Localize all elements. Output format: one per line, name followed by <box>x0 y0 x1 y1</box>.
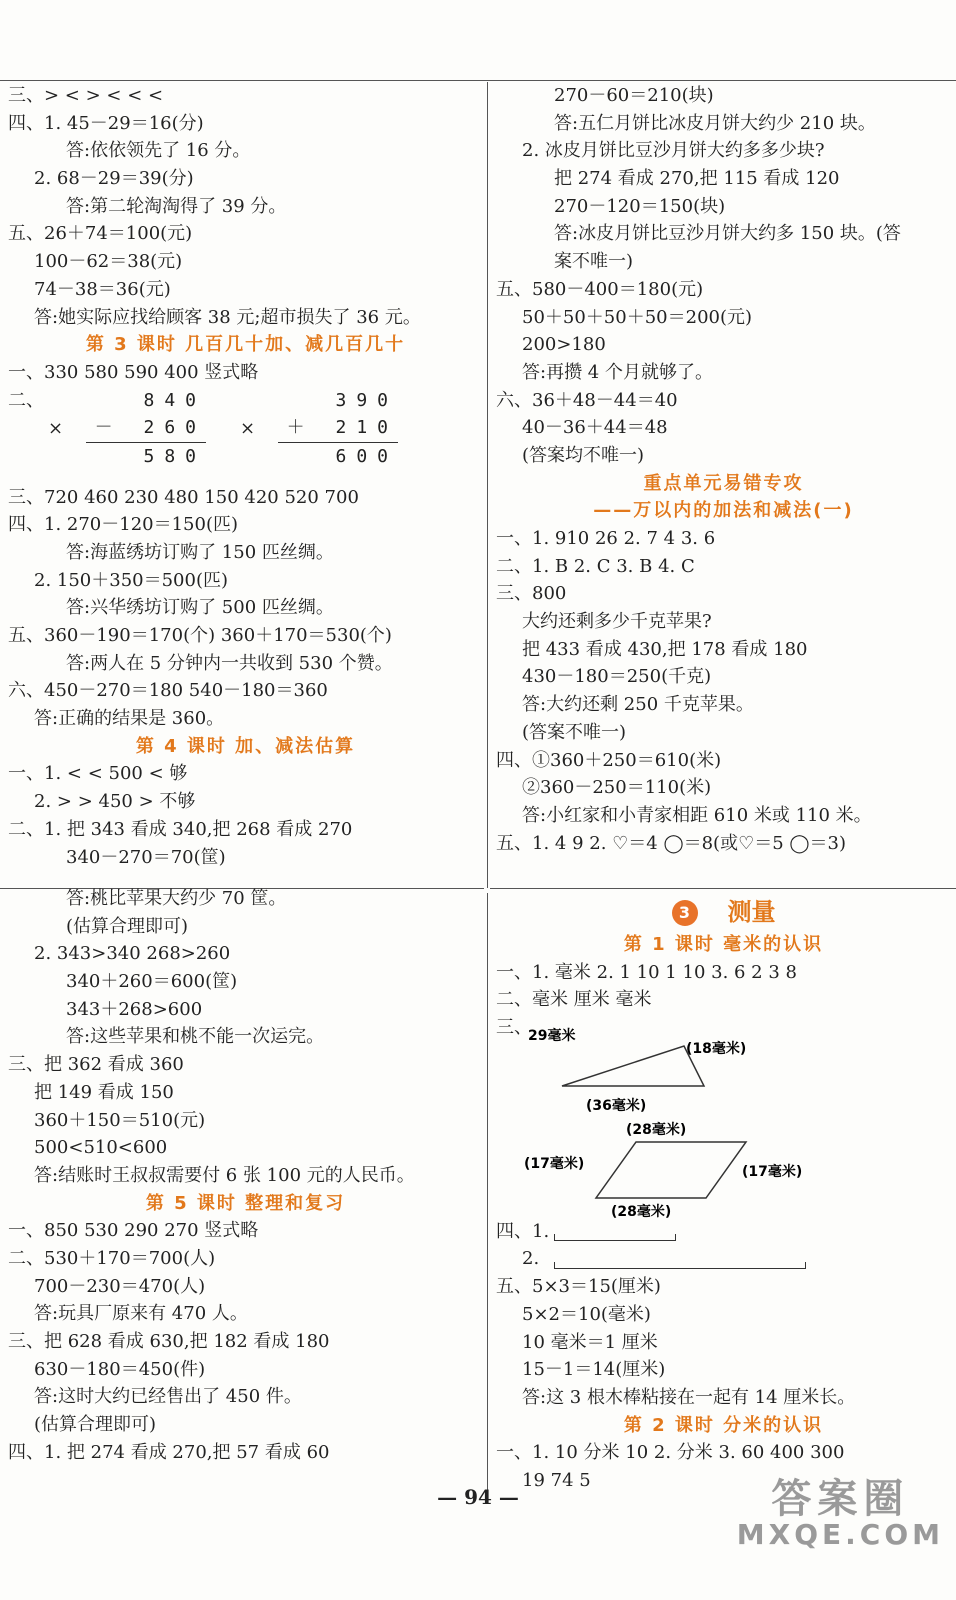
right-bottom-block-a <box>496 931 951 1042</box>
triangle-label-right-text: 18毫米 <box>692 1040 740 1057</box>
shapes-svg <box>496 1027 951 1220</box>
answer-line: ②360－250＝110(米) <box>522 777 712 799</box>
answer-line: 二、毫米 厘米 毫米 <box>496 989 652 1011</box>
answer-line: 19 74 5 <box>522 1469 591 1491</box>
answer-line: 一、1. 毫米 2. 1 10 1 10 3. 6 2 3 8 <box>496 961 797 983</box>
answer-line: 500<510<600 <box>34 1137 168 1159</box>
answer-line: 答:海蓝绣坊订购了 150 匹丝绸。 <box>66 541 334 563</box>
answer-line: 一、850 530 290 270 竖式略 <box>8 1220 259 1242</box>
answer-line: 答:结账时王叔叔需要付 6 张 100 元的人民币。 <box>34 1164 415 1186</box>
triangle-label-left: 29毫米 <box>528 1027 576 1044</box>
answer-line: 343＋268>600 <box>66 998 203 1020</box>
answer-line: 答:这 3 根木棒粘接在一起有 14 厘米长。 <box>522 1386 856 1408</box>
left-column-bottom <box>8 885 483 1466</box>
answer-line: (答案均不唯一) <box>522 444 645 466</box>
right-bottom-block-b-wrap <box>496 1218 951 1495</box>
answer-line: 340＋260＝600(筐) <box>66 971 238 993</box>
answer-line: 答:这时大约已经售出了 450 件。 <box>34 1386 302 1408</box>
unit-header <box>496 893 951 931</box>
column-divider-top <box>487 82 488 888</box>
parallelogram-label-right: (17毫米) <box>742 1163 803 1180</box>
top-rule <box>0 80 956 81</box>
page-number: — 94 — <box>437 1485 519 1509</box>
answer-line: 340－270＝70(筐) <box>66 846 226 868</box>
left-middle-block <box>8 484 483 872</box>
answer-line: 答:兴华绣坊订购了 500 匹丝绸。 <box>66 597 334 619</box>
answer-line: 答:玩具厂原来有 470 人。 <box>34 1303 248 1325</box>
answer-line: 700－230＝470(人) <box>34 1275 206 1297</box>
parallelogram-label-left: (17毫米) <box>524 1155 585 1172</box>
right-column-top <box>496 82 951 857</box>
answer-line: 答:五仁月饼比冰皮月饼大约少 210 块。 <box>554 112 876 134</box>
watermark-line2: MXQE.COM <box>736 1518 944 1551</box>
vertical-calc-1 <box>86 387 206 471</box>
vertical-calc-1-top: 840 <box>143 389 206 411</box>
answer-line: (估算合理即可) <box>34 1414 157 1436</box>
answer-line: 大约还剩多少千克苹果? <box>522 611 712 633</box>
unit-title-row <box>496 893 951 931</box>
vertical-calc-2 <box>278 387 398 471</box>
vertical-calc-mark-2: × <box>240 417 256 439</box>
answer-line: 2. <box>522 1248 540 1270</box>
answer-line: 50＋50＋50＋50＝200(元) <box>522 306 753 328</box>
vertical-calc-label: 二、 <box>8 389 44 411</box>
left-column <box>8 82 483 871</box>
section-heading: 第 2 课时 分米的认识 <box>623 1414 824 1436</box>
answer-line: 五、5×3＝15(厘米) <box>496 1276 661 1298</box>
answer-line: 四、①360＋250＝610(米) <box>496 749 722 771</box>
section-heading: 重点单元易错专攻 <box>643 472 804 494</box>
right-section-rule <box>490 888 956 889</box>
vertical-calc-2-result: 600 <box>278 442 398 471</box>
section-heading: 第 5 课时 整理和复习 <box>145 1192 346 1214</box>
answer-line: 答:小红家和小青家相距 610 米或 110 米。 <box>522 804 872 826</box>
answer-line: 答:大约还剩 250 千克苹果。 <box>522 694 754 716</box>
answer-line: 四、1. <box>496 1220 550 1242</box>
right-column-bottom <box>496 931 951 1495</box>
parallelogram-label-left-text: 17毫米 <box>530 1155 578 1172</box>
answer-line: 2. 冰皮月饼比豆沙月饼大约多多少块? <box>522 140 825 162</box>
answer-line: 五、26＋74＝100(元) <box>8 223 193 245</box>
answer-line: 把 433 看成 430,把 178 看成 180 <box>522 638 808 660</box>
answer-line: 答:冰皮月饼比豆沙月饼大约多 150 块。(答 <box>554 223 901 245</box>
vertical-calc-2-top: 390 <box>335 389 398 411</box>
section-heading: 第 1 课时 毫米的认识 <box>623 934 824 955</box>
right-top-block <box>496 82 951 857</box>
answer-line: 10 毫米＝1 厘米 <box>522 1331 658 1353</box>
answer-line: 一、330 580 590 400 竖式略 <box>8 361 259 383</box>
left-top-block <box>8 82 483 387</box>
answer-line: 把 149 看成 150 <box>34 1081 174 1103</box>
answer-line: 五、580－400＝180(元) <box>496 278 704 300</box>
answer-line: 答:桃比苹果大约少 70 筐。 <box>66 888 287 909</box>
section-heading: 第 4 课时 加、减法估算 <box>135 735 356 757</box>
answer-line: 270－60＝210(块) <box>554 85 714 106</box>
section-heading: ——万以内的加法和减法(一) <box>593 500 854 522</box>
answer-line: 三、720 460 230 480 150 420 520 700 <box>8 486 359 508</box>
answer-line: 2. 68－29＝39(分) <box>34 168 194 190</box>
answer-line: (估算合理即可) <box>66 915 189 937</box>
unit-title: 测量 <box>727 898 776 926</box>
answer-line: 四、1. 把 274 看成 270,把 57 看成 60 <box>8 1441 330 1463</box>
answer-line: 2. 150＋350＝500(匹) <box>34 569 229 591</box>
answer-line: 15－1＝14(厘米) <box>522 1359 666 1381</box>
answer-line: 三、把 628 看成 630,把 182 看成 180 <box>8 1331 330 1352</box>
parallelogram-label-bottom-text: 28毫米 <box>617 1203 665 1220</box>
answer-line: 五、1. 4 9 2. ♡＝4 ◯＝8(或♡＝5 ◯＝3) <box>496 832 846 854</box>
watermark-logo <box>737 1478 944 1549</box>
unit-number-badge: 3 <box>672 900 698 926</box>
answer-line: 74－38＝36(元) <box>34 278 171 300</box>
answer-line: 630－180＝450(件) <box>34 1358 206 1380</box>
answer-line: 三、800 <box>496 583 567 605</box>
answer-line: 430－180＝250(千克) <box>522 666 712 688</box>
line-segment-2 <box>554 1262 806 1269</box>
answer-line: 六、450－270＝180 540－180＝360 <box>8 680 328 702</box>
right-bottom-block-b <box>496 1218 951 1495</box>
answer-line: 三、> < > < < < <box>8 85 164 106</box>
answer-line: 答:依依领先了 16 分。 <box>66 140 251 162</box>
vertical-calc-row <box>8 387 483 484</box>
answer-line: 270－120＝150(块) <box>554 195 726 217</box>
parallelogram-shape <box>596 1142 746 1198</box>
vertical-calc-1-mid: － 260 <box>94 417 206 439</box>
answer-line: 100－62＝38(元) <box>34 251 183 273</box>
answer-line: 200>180 <box>522 334 606 356</box>
vertical-calc-1-result: 580 <box>86 442 206 471</box>
parallelogram-label-bottom: (28毫米) <box>611 1203 672 1220</box>
answer-line: 二、1. B 2. C 3. B 4. C <box>496 555 695 577</box>
line-segment-1 <box>554 1234 676 1241</box>
parallelogram-label-top: (28毫米) <box>626 1121 687 1138</box>
answer-line: 四、1. 270－120＝150(匹) <box>8 514 239 536</box>
answer-line: 答:她实际应找给顾客 38 元;超市损失了 36 元。 <box>34 306 421 328</box>
answer-line: 答:再攒 4 个月就够了。 <box>522 361 713 383</box>
answer-line: 四、1. 45－29＝16(分) <box>8 112 204 134</box>
answer-line: 案不唯一) <box>554 251 634 273</box>
parallelogram-label-right-text: 17毫米 <box>748 1163 796 1180</box>
watermark-line1: 答案圈 <box>771 1476 910 1522</box>
parallelogram-label-top-text: 28毫米 <box>632 1121 680 1138</box>
triangle-shape <box>562 1046 704 1086</box>
answer-line: 答:正确的结果是 360。 <box>34 708 225 730</box>
answer-line: 答:第二轮淘淘得了 39 分。 <box>66 195 287 217</box>
answer-line: 把 274 看成 270,把 115 看成 120 <box>554 168 840 190</box>
answer-line: 40－36＋44＝48 <box>522 417 668 439</box>
answer-line: 三、把 362 看成 360 <box>8 1054 184 1076</box>
column-divider-bottom <box>487 893 488 1499</box>
answer-line: 一、1. 910 26 2. 7 4 3. 6 <box>496 528 716 549</box>
triangle-label-bottom-text: 36毫米 <box>592 1097 640 1114</box>
answer-line: 二、530＋170＝700(人) <box>8 1247 216 1269</box>
answer-line: 六、36＋48－44＝40 <box>496 389 678 411</box>
left-bottom-block <box>8 885 483 1466</box>
answer-line: 三、 <box>496 1017 532 1039</box>
answer-line: 360＋150＝510(元) <box>34 1109 206 1131</box>
triangle-label-bottom: (36毫米) <box>586 1097 647 1114</box>
answer-line: 一、1. < < 500 < 够 <box>8 763 188 785</box>
answer-line: 一、1. 10 分米 10 2. 分米 3. 60 400 300 <box>496 1442 845 1464</box>
shapes-figure <box>496 1027 951 1220</box>
section-heading: 第 3 课时 几百几十加、减几百几十 <box>85 334 406 356</box>
answer-line: 五、360－190＝170(个) 360＋170＝530(个) <box>8 625 392 646</box>
vertical-calc-mark-1: × <box>48 417 64 439</box>
answer-line: 答:这些苹果和桃不能一次运完。 <box>66 1026 325 1048</box>
triangle-label-right: (18毫米) <box>686 1040 747 1057</box>
answer-line: (答案不唯一) <box>522 721 627 743</box>
answer-line: 2. 343>340 268>260 <box>34 943 231 965</box>
answer-line: 5×2＝10(毫米) <box>522 1303 651 1325</box>
answer-line: 二、1. 把 343 看成 340,把 268 看成 270 <box>8 818 353 840</box>
answer-line: 2. > > 450 > 不够 <box>34 791 196 813</box>
answer-line: 答:两人在 5 分钟内一共收到 530 个赞。 <box>66 652 393 674</box>
vertical-calc-2-mid: ＋ 210 <box>286 417 398 439</box>
